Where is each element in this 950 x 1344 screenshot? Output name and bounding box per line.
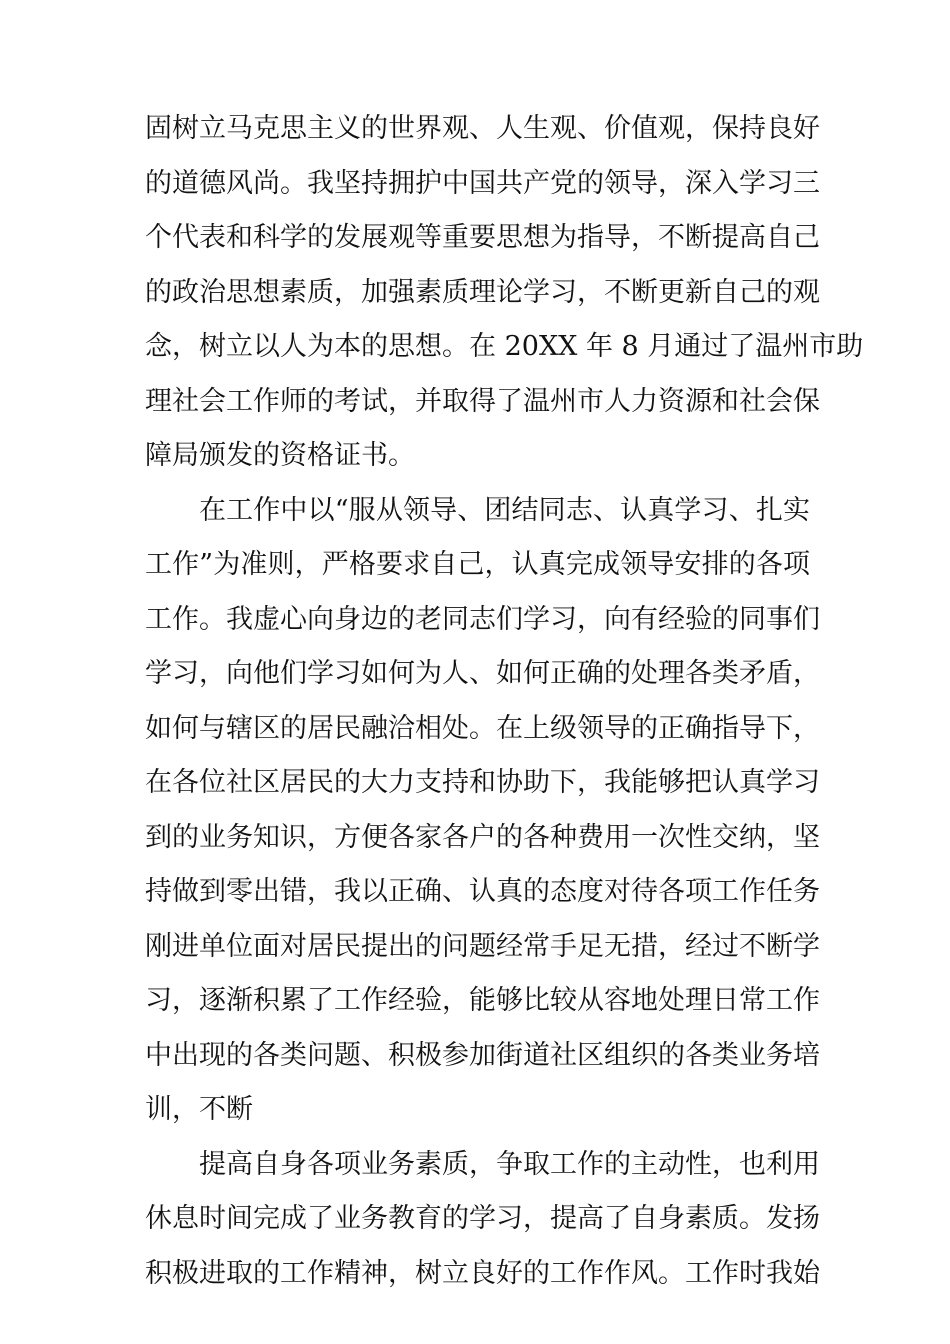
- text-line: 学习，向他们学习如何为人、如何正确的处理各类矛盾，: [145, 658, 820, 689]
- text-line: 在各位社区居民的大力支持和协助下，我能够把认真学习: [145, 767, 820, 798]
- document-body: [145, 102, 864, 1301]
- text-line: 个代表和科学的发展观等重要思想为指导，不断提高自己: [145, 222, 820, 253]
- text-line: 工作”为准则，严格要求自己，认真完成领导安排的各项: [145, 549, 810, 580]
- paragraph-first-line: 在工作中以“服从领导、团结同志、认真学习、扎实: [199, 494, 810, 526]
- paragraph-first-line: 提高自身各项业务素质，争取工作的主动性，也利用: [199, 1148, 820, 1180]
- text-line: 训，不断: [145, 1094, 253, 1125]
- text-line: 障局颁发的资格证书。: [145, 440, 415, 471]
- text-line: 习，逐渐积累了工作经验，能够比较从容地处理日常工作: [145, 985, 820, 1016]
- text-line: 刚进单位面对居民提出的问题经常手足无措，经过不断学: [145, 930, 820, 962]
- text-line: 念，树立以人为本的思想。在 20XX 年 8 月通过了温州市助: [145, 331, 864, 362]
- text-line: 休息时间完成了业务教育的学习，提高了自身素质。发扬: [145, 1203, 820, 1234]
- text-line: 持做到零出错，我以正确、认真的态度对待各项工作任务: [145, 876, 820, 907]
- text-line: 积极进取的工作精神，树立良好的工作作风。工作时我始: [145, 1257, 820, 1289]
- text-line: 到的业务知识，方便各家各户的各种费用一次性交纳，坚: [145, 821, 820, 853]
- text-line: 理社会工作师的考试，并取得了温州市人力资源和社会保: [145, 385, 820, 417]
- text-line: 的政治思想素质，加强素质理论学习，不断更新自己的观: [145, 276, 820, 308]
- text-line: 固树立马克思主义的世界观、人生观、价值观，保持良好: [145, 113, 820, 144]
- text-line: 工作。我虚心向身边的老同志们学习，向有经验的同事们: [145, 603, 820, 635]
- text-line: 中出现的各类问题、积极参加街道社区组织的各类业务培: [145, 1039, 820, 1071]
- text-line: 的道德风尚。我坚持拥护中国共产党的领导，深入学习三: [145, 167, 820, 199]
- text-line: 如何与辖区的居民融洽相处。在上级领导的正确指导下，: [145, 712, 820, 744]
